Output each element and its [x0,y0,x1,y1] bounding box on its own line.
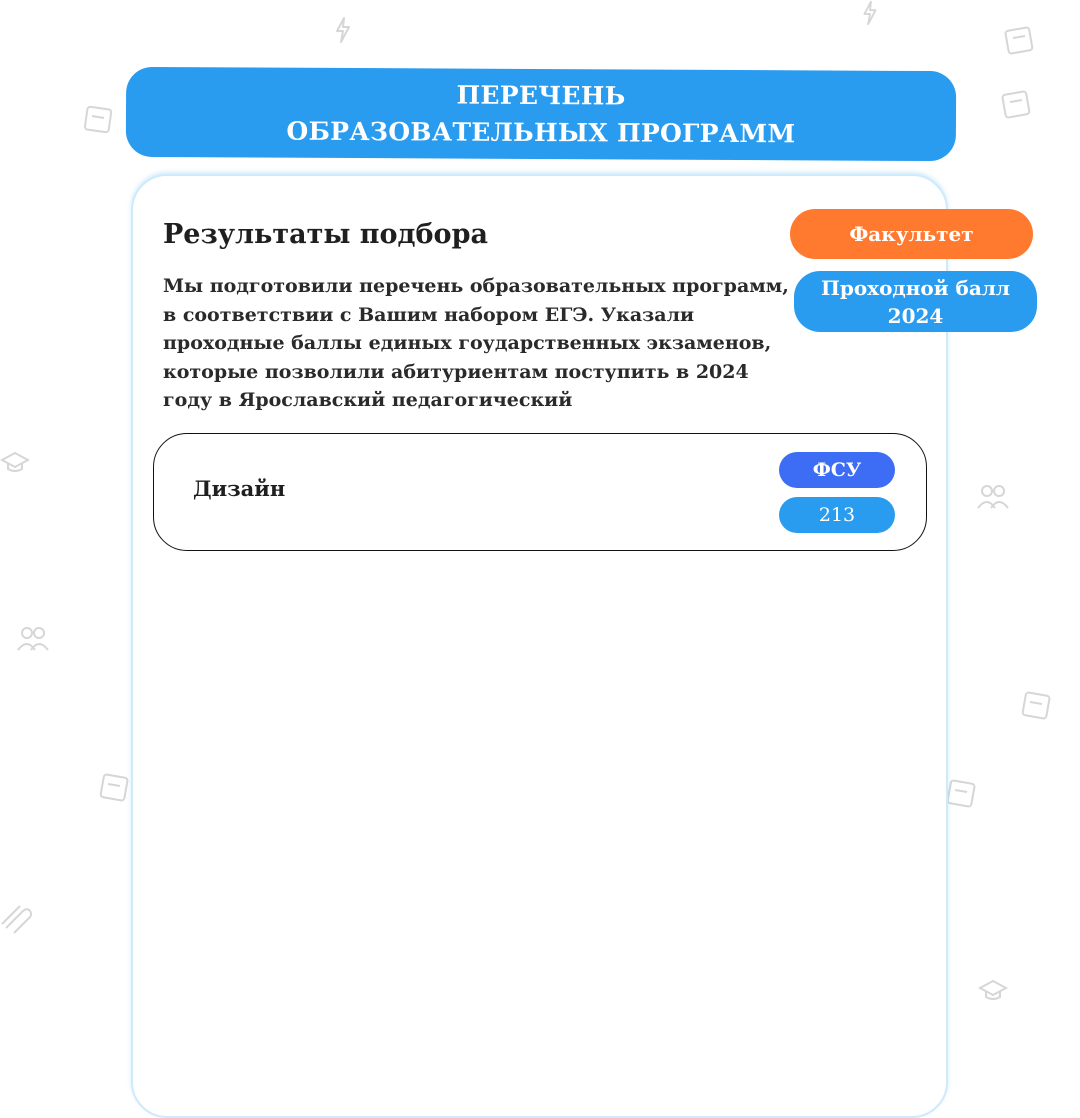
legend-score-pill [794,271,1037,332]
results-title: Результаты подбора [163,219,488,250]
legend-score-label-line2: 2024 [887,303,944,328]
program-faculty-badge [779,452,895,488]
lightning-icon [860,0,880,26]
paperclip-icon [0,902,34,936]
people-icon [15,624,51,654]
program-score-badge [779,497,895,533]
page-title-line1: ПЕРЕЧЕНЬ [456,80,626,111]
program-score: 213 [818,504,856,526]
legend-faculty-pill [790,209,1033,259]
lightning-icon [333,16,353,44]
page-title-line2: ОБРАЗОВАТЕЛЬНЫХ ПРОГРАММ [286,116,796,149]
program-name: Дизайн [193,476,286,501]
book-icon [1020,690,1052,722]
page-title-banner [126,67,956,161]
book-icon [945,778,977,810]
book-icon [1000,90,1032,120]
results-description: Мы подготовили перечень образовательных программ, в соответствии с Вашим набором ЕГЭ. Указали проходные баллы единых гoударственных экзаменов, которые позволили абитуриентам поступить в 2024 году в Ярославский педагогический [163,275,789,411]
legend-faculty-label: Факультет [849,222,974,246]
people-icon [975,482,1011,512]
legend-score-label-line1: Проходной балл [820,275,1011,300]
book-icon [1003,26,1035,56]
graduation-cap-icon [0,448,30,476]
book-icon [82,104,114,136]
graduation-cap-icon [978,976,1008,1004]
book-icon [98,772,130,804]
program-faculty: ФСУ [812,459,862,481]
